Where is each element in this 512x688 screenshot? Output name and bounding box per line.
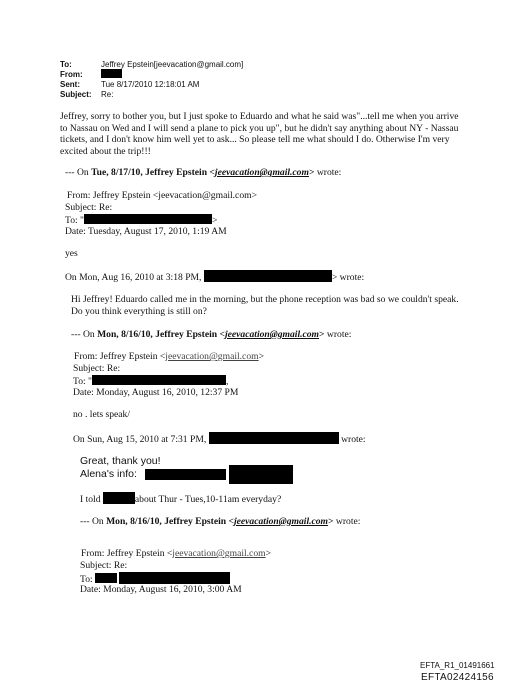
told-line — [80, 492, 281, 506]
header-to-value: Jeffrey Epstein[jeevacation@gmail.com] — [101, 60, 244, 69]
redaction-box — [84, 214, 212, 224]
m3-from-prefix: From: Jeffrey Epstein < — [81, 548, 173, 559]
header-from-label: From: — [60, 70, 83, 79]
quote-suffix: wrote: — [314, 167, 342, 178]
m2-from — [74, 351, 264, 363]
quote-line-2 — [65, 270, 364, 284]
message-body-2: Hi Jeffrey! Eduardo called me in the morning, but the phone reception was bad so we couldn't speak. Do you think everything is still on? — [71, 294, 459, 317]
quote-prefix: --- On — [71, 329, 98, 340]
quote-close: > — [308, 167, 315, 178]
m1-date: Date: Tuesday, August 17, 2010, 1:19 AM — [65, 226, 227, 237]
quote-prefix: On Sun, Aug 15, 2010 at 7:31 PM, — [73, 434, 209, 445]
quote-suffix: wrote: — [333, 516, 361, 527]
m3-date: Date: Monday, August 16, 2010, 3:00 AM — [80, 584, 242, 595]
quote-prefix: --- On — [80, 516, 107, 527]
redaction-box — [209, 432, 339, 444]
redaction-box — [103, 492, 135, 504]
m2-from-suffix: > — [258, 351, 264, 362]
quote-suffix: wrote: — [324, 329, 352, 340]
quote-close: > — [319, 329, 325, 340]
quote-email-link[interactable]: jeevacation@gmail.com — [224, 329, 320, 340]
message-body-1: Jeffrey, sorry to bother you, but I just spoke to Eduardo and what he said was"...tell me when you arrive to Nassau on Wed and I will send a plane to pick you up", but he didn't say anything about NY - Nassau tickets, and I don't know him well yet to ask... So please tell me what should I do. Otherwise I'm very excited about the trip!!! — [60, 111, 459, 157]
m3-subject: Subject: Re: — [80, 560, 128, 571]
alena-info — [80, 468, 137, 480]
quote-email-link[interactable]: jeevacation@gmail.com — [214, 167, 309, 178]
m3-from — [81, 548, 271, 560]
header-subject-label: Subject: — [60, 90, 92, 99]
m2-to-suffix: , — [225, 376, 229, 387]
quote-author: Mon, 8/16/10, Jeffrey Epstein < — [97, 329, 225, 340]
redaction-box — [229, 465, 293, 484]
quote-line-5 — [80, 516, 360, 528]
m3-from-email-link[interactable]: jeevacation@gmail.com — [172, 548, 266, 559]
redaction-box — [92, 375, 229, 387]
quote-email-link[interactable]: jeevacation@gmail.com — [233, 516, 329, 527]
m1-to-suffix: > — [211, 215, 218, 226]
m2-from-prefix: From: Jeffrey Epstein < — [74, 351, 166, 362]
reply-yes: yes — [65, 248, 78, 259]
reply-no-lets-speak: no . lets speak/ — [73, 409, 131, 420]
m3-to-prefix: To: — [80, 574, 96, 585]
m3-from-suffix: > — [265, 548, 271, 559]
quote-prefix: On Mon, Aug 16, 2010 at 3:18 PM, — [65, 272, 204, 283]
m2-from-email-link[interactable]: jeevacation@gmail.com — [165, 351, 259, 362]
redaction-box — [119, 572, 230, 584]
redaction-box — [95, 573, 117, 583]
m2-subject: Subject: Re: — [73, 363, 121, 374]
alena-info-label: Alena's info: — [80, 468, 137, 480]
header-subject-value: Re: — [101, 90, 114, 99]
quote-prefix: --- On — [65, 167, 92, 178]
header-sent-value: Tue 8/17/2010 12:18:01 AM — [101, 80, 200, 89]
bates-number-2: EFTA02424156 — [421, 672, 494, 683]
quote-author: Mon, 8/16/10, Jeffrey Epstein < — [106, 516, 234, 527]
great-thank-you: Great, thank you! — [80, 455, 161, 467]
redaction-box — [145, 469, 226, 480]
m2-to — [73, 375, 228, 388]
quote-suffix: > wrote: — [331, 272, 365, 283]
quote-close: > — [328, 516, 334, 527]
m2-date: Date: Monday, August 16, 2010, 12:37 PM — [73, 387, 239, 398]
m2-to-prefix: To: " — [73, 376, 92, 387]
m1-from: From: Jeffrey Epstein <jeevacation@gmail.com> — [67, 190, 257, 201]
told-suffix: about Thur - Tues,10-11am everyday? — [134, 494, 282, 505]
m1-to-prefix: To: " — [65, 215, 84, 226]
quote-line-4 — [73, 432, 366, 446]
quote-line-3 — [71, 329, 351, 341]
told-prefix: I told — [80, 494, 103, 505]
bates-number-1: EFTA_R1_01491661 — [420, 661, 495, 670]
quote-suffix: wrote: — [338, 434, 366, 445]
m1-to — [65, 214, 217, 227]
quote-line-1 — [65, 167, 341, 179]
redaction-box — [204, 270, 332, 282]
header-sent-label: Sent: — [60, 80, 80, 89]
header-to-label: To: — [60, 60, 72, 69]
m1-subject: Subject: Re: — [65, 202, 113, 213]
redaction-box — [101, 69, 122, 78]
quote-author: Tue, 8/17/10, Jeffrey Epstein < — [91, 167, 215, 178]
